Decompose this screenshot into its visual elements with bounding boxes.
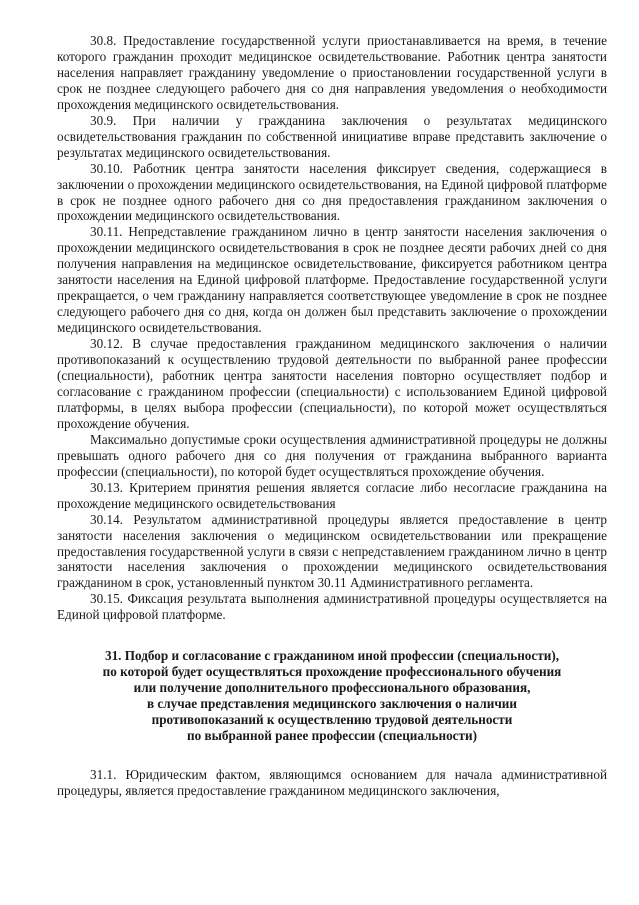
paragraph-30-15: 30.15. Фиксация результата выполнения административной процедуры осуществляется на Единой цифровой платформе. — [57, 591, 607, 623]
paragraph-30-11: 30.11. Непредставление гражданином лично в центр занятости населения заключения о прохождении медицинского освидетельствования в срок не позднее десяти рабочих дней со дня получения направления на медицинское освидетельствование, фиксируется работником центра занятости населения на Единой цифровой платформе. Предоставление государственной услуги прекращается, о чем гражданину направляется соответствующее уведомление в срок не позднее следующего рабочего дня со дня, когда он должен был представить заключение о прохождении медицинского освидетельствования. — [57, 224, 607, 336]
document-page — [57, 33, 607, 799]
section-title-line: 31. Подбор и согласование с гражданином иной профессии (специальности), — [104, 648, 560, 664]
paragraph-30-9: 30.9. При наличии у гражданина заключения о результатах медицинского освидетельствования гражданин по собственной инициативе вправе представить заключение о результатах медицинского освидетельствования. — [57, 112, 607, 160]
section-31-title — [57, 648, 607, 744]
paragraph-30-14: 30.14. Результатом административной процедуры является предоставление в центр занятости населения заключения о медицинском освидетельствовании или прекращение предоставления государственной услуги в связи с непредставлением гражданином лично в центр занятости населения заключения о прохождении медицинского освидетельствования гражданином в срок, установленный пунктом 30.11 Административного регламента. — [57, 511, 607, 591]
section-title-line: противопоказаний к осуществлению трудовой деятельности — [151, 712, 513, 728]
paragraph-max-deadlines: Максимально допустимые сроки осуществления административной процедуры не должны превышать одного рабочего дня со дня получения от гражданина выбранного варианта профессии (специальности), по которой будет осуществляться прохождение обучения. — [57, 431, 607, 479]
section-title-line: по которой будет осуществляться прохождение профессионального обучения — [102, 664, 562, 680]
paragraph-31-1: 31.1. Юридическим фактом, являющимся основанием для начала административной процедуры, является предоставление гражданином медицинского заключения, — [57, 767, 607, 799]
section-title-line: в случае представления медицинского заключения о наличии — [146, 696, 517, 712]
paragraph-30-10: 30.10. Работник центра занятости населения фиксирует сведения, содержащиеся в заключении о прохождении медицинского освидетельствования, на Единой цифровой платформе в срок не позднее одного рабочего дня со дня предоставления гражданином заключения о прохождении медицинского освидетельствования. — [57, 160, 607, 224]
paragraph-30-12: 30.12. В случае предоставления гражданином медицинского заключения о наличии противопоказаний к осуществлению трудовой деятельности по выбранной ранее профессии (специальности), работник центра занятости населения повторно осуществляет подбор и согласование с гражданином профессии (специальности) с использованием Единой цифровой платформы, в целях выбора профессии (специальности), по которой может осуществляться прохождение обучения. — [57, 336, 607, 431]
section-title-line: или получение дополнительного профессионального образования, — [133, 680, 531, 696]
paragraph-30-8: 30.8. Предоставление государственной услуги приостанавливается на время, в течение которого гражданин проходит медицинское освидетельствование. Работник центра занятости населения направляет гражданину уведомление о приостановлении государственной услуги в срок не позднее следующего рабочего дня со дня направления уведомления о необходимости прохождения медицинского освидетельствования. — [57, 33, 607, 112]
paragraph-30-13: 30.13. Критерием принятия решения является согласие либо несогласие гражданина на прохождение медицинского освидетельствования — [57, 479, 607, 511]
section-title-line: по выбранной ранее профессии (специальности) — [187, 728, 477, 744]
